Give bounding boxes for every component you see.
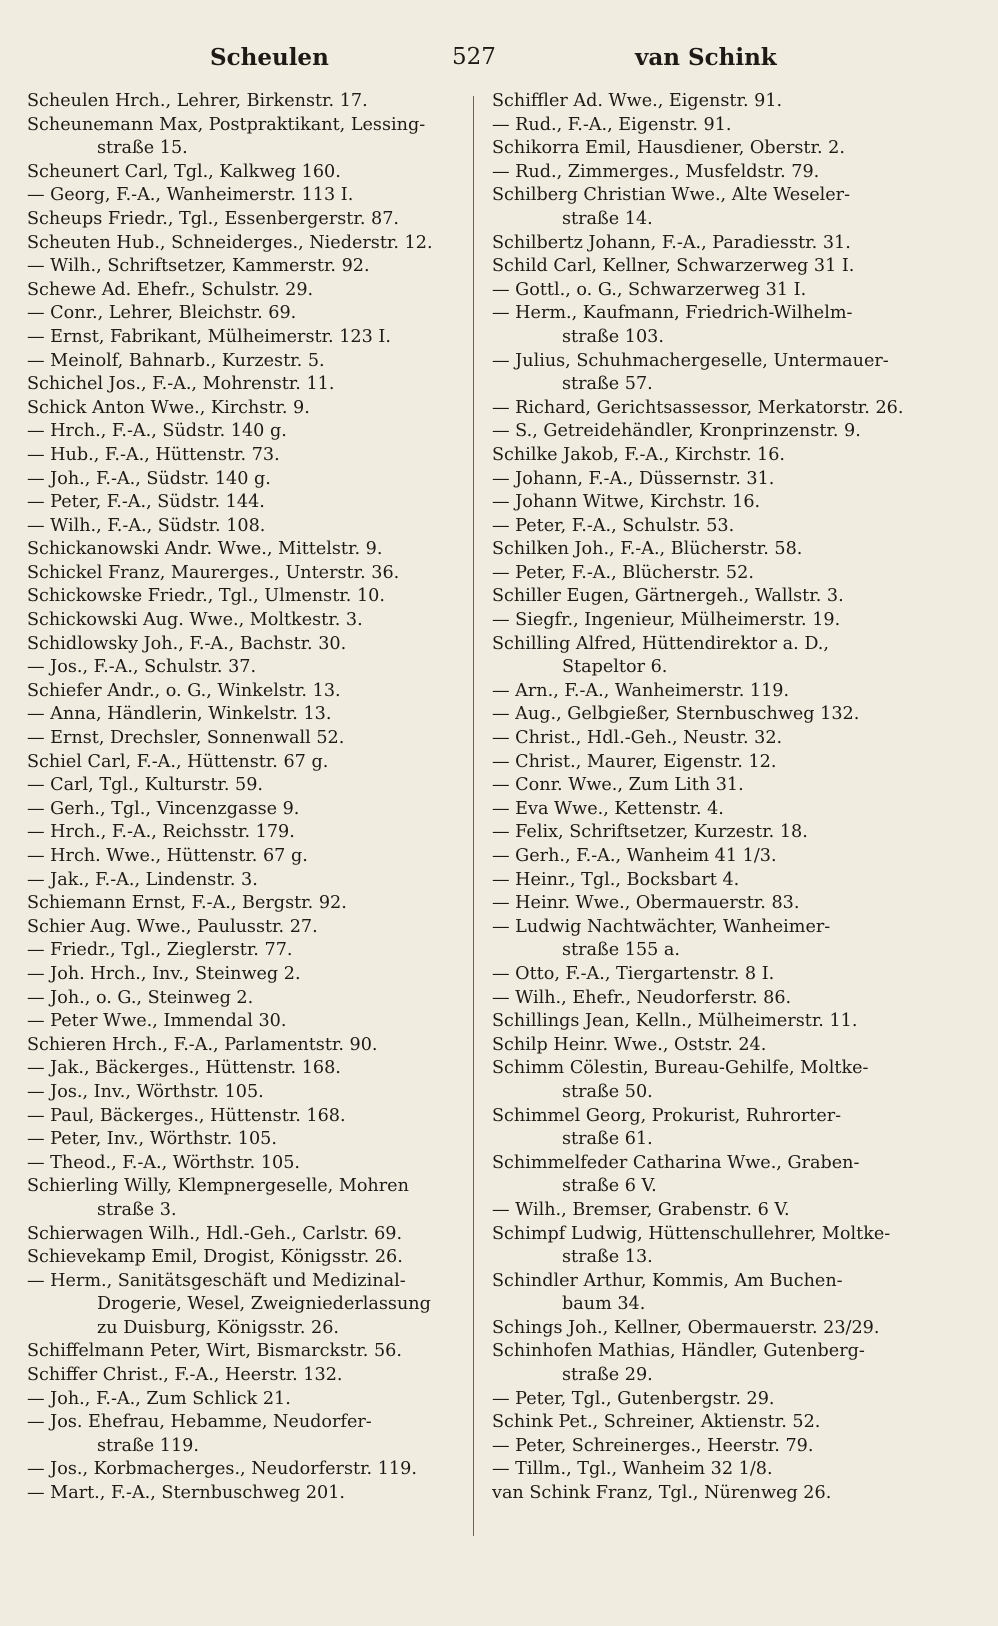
directory-entry xyxy=(27,326,459,350)
directory-entry xyxy=(492,845,918,869)
entry-line: van Schink Franz, Tgl., Nürenweg 26. xyxy=(492,1483,832,1504)
entry-line: Schilberg Christian Wwe., Alte Weseler- xyxy=(492,185,851,206)
directory-entry xyxy=(492,633,918,680)
entry-line: Schimmelfeder Catharina Wwe., Graben- xyxy=(492,1152,860,1173)
entry-line: — Anna, Händlerin, Winkelstr. 13. xyxy=(27,704,332,725)
entry-line: — Friedr., Tgl., Zieglerstr. 77. xyxy=(27,940,293,961)
entry-line: Schikorra Emil, Hausdiener, Oberstr. 2. xyxy=(492,138,845,159)
directory-entry xyxy=(27,1411,459,1458)
directory-entry xyxy=(492,609,918,633)
entry-line: Schiller Eugen, Gärtnergeh., Wallstr. 3. xyxy=(492,586,844,607)
entry-line: — Christ., Maurer, Eigenstr. 12. xyxy=(492,751,777,772)
entry-line: — Jos., Korbmacherges., Neudorferstr. 119. xyxy=(27,1459,417,1480)
directory-entry xyxy=(27,350,459,374)
entry-continuation: straße 6 V. xyxy=(562,1176,657,1197)
entry-line: — Joh., F.-A., Südstr. 140 g. xyxy=(27,468,271,489)
directory-entry xyxy=(27,161,459,185)
entry-line: Schinhofen Mathias, Händler, Gutenberg- xyxy=(492,1341,865,1362)
page-number: 527 xyxy=(452,44,496,70)
directory-entry xyxy=(27,703,459,727)
entry-continuation: straße 14. xyxy=(562,208,653,229)
entry-line: Schindler Arthur, Kommis, Am Buchen- xyxy=(492,1270,843,1291)
directory-entry xyxy=(27,515,459,539)
entry-line: — Rud., Zimmerges., Musfeldstr. 79. xyxy=(492,161,820,182)
header-right-keyword: van Schink xyxy=(635,44,777,71)
entry-line: Schilp Heinr. Wwe., Oststr. 24. xyxy=(492,1034,767,1055)
directory-entry xyxy=(27,444,459,468)
entry-line: — Wilh., Ehefr., Neudorferstr. 86. xyxy=(492,987,792,1008)
directory-entry xyxy=(492,397,918,421)
entry-line: — Peter, Schreinerges., Heerstr. 79. xyxy=(492,1435,814,1456)
right-column xyxy=(492,90,918,1506)
directory-entry xyxy=(27,845,459,869)
entry-line: — Jos., F.-A., Schulstr. 37. xyxy=(27,657,257,678)
entry-line: — Jak., F.-A., Lindenstr. 3. xyxy=(27,869,258,890)
entry-line: — Peter, F.-A., Blücherstr. 52. xyxy=(492,562,754,583)
entry-line: — Conr. Wwe., Zum Lith 31. xyxy=(492,775,744,796)
directory-entry xyxy=(492,869,918,893)
directory-entry xyxy=(27,1081,459,1105)
entry-line: Schimpf Ludwig, Hüttenschullehrer, Moltke- xyxy=(492,1223,891,1244)
entry-line: — Peter, F.-A., Südstr. 144. xyxy=(27,492,265,513)
directory-entry xyxy=(27,562,459,586)
entry-continuation: straße 61. xyxy=(562,1129,653,1150)
directory-entry xyxy=(492,585,918,609)
entry-line: — Arn., F.-A., Wanheimerstr. 119. xyxy=(492,680,790,701)
entry-line: — Paul, Bäckerges., Hüttenstr. 168. xyxy=(27,1105,346,1126)
directory-entry xyxy=(492,703,918,727)
entry-line: — Heinr. Wwe., Obermauerstr. 83. xyxy=(492,893,800,914)
entry-line: — Jos., Inv., Wörthstr. 105. xyxy=(27,1081,264,1102)
directory-entry xyxy=(492,1270,918,1317)
entry-line: Schiefer Andr., o. G., Winkelstr. 13. xyxy=(27,680,341,701)
directory-entry xyxy=(492,279,918,303)
directory-entry xyxy=(492,90,918,114)
entry-line: Schilken Joh., F.-A., Blücherstr. 58. xyxy=(492,539,803,560)
entry-line: — Peter Wwe., Immendal 30. xyxy=(27,1011,287,1032)
directory-entry xyxy=(492,1435,918,1459)
directory-entry xyxy=(27,1175,459,1222)
entry-line: — Mart., F.-A., Sternbuschweg 201. xyxy=(27,1483,346,1504)
entry-continuation: straße 13. xyxy=(562,1247,653,1268)
directory-entry xyxy=(27,1340,459,1364)
directory-entry xyxy=(27,1482,459,1506)
directory-entry xyxy=(27,1364,459,1388)
entry-line: Schilling Alfred, Hüttendirektor a. D., xyxy=(492,633,829,654)
directory-entry xyxy=(492,1010,918,1034)
directory-entry xyxy=(27,892,459,916)
entry-line: — Gerh., Tgl., Vincenzgasse 9. xyxy=(27,798,300,819)
entry-line: — Peter, Inv., Wörthstr. 105. xyxy=(27,1129,277,1150)
entry-line: — Ernst, Drechsler, Sonnenwall 52. xyxy=(27,728,345,749)
directory-entry xyxy=(27,114,459,161)
entry-line: Schickanowski Andr. Wwe., Mittelstr. 9. xyxy=(27,539,383,560)
entry-line: Scheulen Hrch., Lehrer, Birkenstr. 17. xyxy=(27,91,368,111)
directory-entry xyxy=(492,538,918,562)
directory-entry xyxy=(27,916,459,940)
directory-entry xyxy=(492,963,918,987)
entry-line: — Joh. Hrch., Inv., Steinweg 2. xyxy=(27,963,301,984)
entry-line: Schewe Ad. Ehefr., Schulstr. 29. xyxy=(27,279,314,300)
entry-line: — Christ., Hdl.-Geh., Neustr. 32. xyxy=(492,728,783,749)
directory-entry xyxy=(27,798,459,822)
entry-line: — Joh., o. G., Steinweg 2. xyxy=(27,987,254,1008)
entry-line: Schillings Jean, Kelln., Mülheimerstr. 11. xyxy=(492,1011,858,1032)
directory-entry xyxy=(492,184,918,231)
entry-line: — Georg, F.-A., Wanheimerstr. 113 I. xyxy=(27,185,354,206)
entry-line: — S., Getreidehändler, Kronprinzenstr. 9. xyxy=(492,421,861,442)
column-divider xyxy=(473,96,474,1536)
entry-line: Schidlowsky Joh., F.-A., Bachstr. 30. xyxy=(27,633,347,654)
entry-line: — Gottl., o. G., Schwarzerweg 31 I. xyxy=(492,279,807,300)
directory-entry xyxy=(27,397,459,421)
directory-entry xyxy=(492,987,918,1011)
directory-entry xyxy=(27,633,459,657)
directory-entry xyxy=(27,468,459,492)
entry-continuation: Drogerie, Wesel, Zweigniederlassung xyxy=(97,1294,431,1315)
directory-entry xyxy=(27,609,459,633)
entry-continuation: straße 57. xyxy=(562,374,653,395)
directory-entry xyxy=(492,774,918,798)
entry-continuation: straße 103. xyxy=(562,326,664,347)
entry-continuation: straße 29. xyxy=(562,1365,653,1386)
entry-line: — Jos. Ehefrau, Hebamme, Neudorfer- xyxy=(27,1412,372,1433)
entry-line: Schiffer Christ., F.-A., Heerstr. 132. xyxy=(27,1365,343,1386)
directory-entry xyxy=(27,987,459,1011)
directory-entry xyxy=(492,161,918,185)
directory-entry xyxy=(27,1270,459,1341)
directory-entry xyxy=(492,1105,918,1152)
entry-line: — Jak., Bäckerges., Hüttenstr. 168. xyxy=(27,1058,341,1079)
entry-line: Schiemann Ernst, F.-A., Bergstr. 92. xyxy=(27,893,347,914)
directory-entry xyxy=(27,491,459,515)
entry-continuation: Stapeltor 6. xyxy=(562,657,668,678)
directory-entry xyxy=(27,1105,459,1129)
header-left-keyword: Scheulen xyxy=(210,44,329,71)
directory-entry xyxy=(27,1388,459,1412)
directory-entry xyxy=(492,468,918,492)
directory-entry xyxy=(492,1199,918,1223)
entry-line: — Joh., F.-A., Zum Schlick 21. xyxy=(27,1388,291,1409)
entry-line: Schings Joh., Kellner, Obermauerstr. 23/29. xyxy=(492,1317,880,1338)
entry-line: — Peter, Tgl., Gutenbergstr. 29. xyxy=(492,1388,775,1409)
entry-line: — Richard, Gerichtsassessor, Merkatorstr. 26. xyxy=(492,397,904,418)
directory-entry xyxy=(492,1458,918,1482)
entry-continuation: straße 50. xyxy=(562,1081,653,1102)
directory-entry xyxy=(492,821,918,845)
directory-entry xyxy=(27,184,459,208)
entry-line: — Peter, F.-A., Schulstr. 53. xyxy=(492,515,735,536)
entry-line: Schick Anton Wwe., Kirchstr. 9. xyxy=(27,397,310,418)
entry-line: — Herm., Kaufmann, Friedrich-Wilhelm- xyxy=(492,303,853,324)
entry-line: — Heinr., Tgl., Bocksbart 4. xyxy=(492,869,740,890)
directory-entry xyxy=(27,774,459,798)
entry-line: — Hrch., F.-A., Reichsstr. 179. xyxy=(27,822,295,843)
directory-entry xyxy=(492,1317,918,1341)
entry-line: — Tillm., Tgl., Wanheim 32 1/8. xyxy=(492,1459,773,1480)
entry-line: Schild Carl, Kellner, Schwarzerweg 31 I. xyxy=(492,256,855,277)
directory-entry xyxy=(27,727,459,751)
entry-line: — Aug., Gelbgießer, Sternbuschweg 132. xyxy=(492,704,860,725)
directory-entry xyxy=(492,892,918,916)
directory-entry xyxy=(492,350,918,397)
directory-entry xyxy=(492,727,918,751)
directory-entry xyxy=(492,680,918,704)
entry-line: Schier Aug. Wwe., Paulusstr. 27. xyxy=(27,916,318,937)
directory-entry xyxy=(27,821,459,845)
entry-line: — Wilh., Bremser, Grabenstr. 6 V. xyxy=(492,1199,790,1220)
directory-entry xyxy=(27,279,459,303)
entry-line: Schievekamp Emil, Drogist, Königsstr. 26. xyxy=(27,1247,403,1268)
directory-entry xyxy=(492,420,918,444)
directory-entry xyxy=(492,1388,918,1412)
entry-line: — Wilh., F.-A., Südstr. 108. xyxy=(27,515,266,536)
directory-entry xyxy=(27,90,459,114)
entry-line: — Wilh., Schriftsetzer, Kammerstr. 92. xyxy=(27,256,370,277)
entry-line: — Johann, F.-A., Düssernstr. 31. xyxy=(492,468,775,489)
directory-entry xyxy=(27,1458,459,1482)
directory-entry xyxy=(492,491,918,515)
entry-line: — Conr., Lehrer, Bleichstr. 69. xyxy=(27,303,297,324)
entry-line: — Theod., F.-A., Wörthstr. 105. xyxy=(27,1152,301,1173)
directory-entry xyxy=(492,255,918,279)
directory-entry xyxy=(492,1057,918,1104)
entry-line: — Hub., F.-A., Hüttenstr. 73. xyxy=(27,444,280,465)
entry-line: Schierwagen Wilh., Hdl.-Geh., Carlstr. 69. xyxy=(27,1223,403,1244)
directory-entry xyxy=(492,1411,918,1435)
directory-entry xyxy=(27,538,459,562)
entry-line: Schierling Willy, Klempnergeselle, Mohren xyxy=(27,1176,409,1197)
entry-line: Schickowske Friedr., Tgl., Ulmenstr. 10. xyxy=(27,586,385,607)
directory-entry xyxy=(492,1223,918,1270)
directory-entry xyxy=(492,562,918,586)
directory-entry xyxy=(27,1152,459,1176)
entry-continuation: straße 3. xyxy=(97,1199,177,1220)
entry-continuation: baum 34. xyxy=(562,1294,646,1315)
entry-line: Schieren Hrch., F.-A., Parlamentstr. 90. xyxy=(27,1034,378,1055)
directory-entry xyxy=(27,255,459,279)
entry-line: — Rud., F.-A., Eigenstr. 91. xyxy=(492,114,732,135)
directory-entry xyxy=(492,232,918,256)
directory-entry xyxy=(27,869,459,893)
directory-entry xyxy=(492,798,918,822)
directory-entry xyxy=(492,515,918,539)
entry-line: Schickel Franz, Maurerges., Unterstr. 36. xyxy=(27,562,400,583)
entry-line: — Felix, Schriftsetzer, Kurzestr. 18. xyxy=(492,822,808,843)
directory-entry xyxy=(27,939,459,963)
entry-line: — Julius, Schuhmachergeselle, Untermauer- xyxy=(492,350,889,371)
entry-line: — Hrch. Wwe., Hüttenstr. 67 g. xyxy=(27,846,308,866)
directory-entry xyxy=(492,444,918,468)
entry-line: — Herm., Sanitätsgeschäft und Medizinal- xyxy=(27,1270,406,1291)
directory-entry xyxy=(27,1223,459,1247)
directory-entry xyxy=(27,1010,459,1034)
entry-line: — Otto, F.-A., Tiergartenstr. 8 I. xyxy=(492,963,775,984)
directory-entry xyxy=(27,585,459,609)
entry-line: Scheunemann Max, Postpraktikant, Lessing- xyxy=(27,114,426,135)
entry-line: — Meinolf, Bahnarb., Kurzestr. 5. xyxy=(27,350,325,371)
entry-line: — Ernst, Fabrikant, Mülheimerstr. 123 I. xyxy=(27,326,391,347)
directory-entry xyxy=(27,751,459,775)
directory-entry xyxy=(27,208,459,232)
directory-entry xyxy=(492,1482,918,1506)
directory-entry xyxy=(27,1246,459,1270)
entry-line: — Eva Wwe., Kettenstr. 4. xyxy=(492,798,724,819)
entry-line: Schilke Jakob, F.-A., Kirchstr. 16. xyxy=(492,444,785,465)
entry-line: Schiffler Ad. Wwe., Eigenstr. 91. xyxy=(492,91,783,111)
entry-line: — Johann Witwe, Kirchstr. 16. xyxy=(492,492,761,513)
entry-line: — Ludwig Nachtwächter, Wanheimer- xyxy=(492,916,831,937)
directory-entry xyxy=(27,302,459,326)
directory-entry xyxy=(492,751,918,775)
directory-entry xyxy=(27,232,459,256)
entry-line: Schiel Carl, F.-A., Hüttenstr. 67 g. xyxy=(27,751,329,772)
directory-entry xyxy=(27,656,459,680)
entry-line: Scheunert Carl, Tgl., Kalkweg 160. xyxy=(27,161,341,182)
left-column xyxy=(27,90,459,1506)
entry-line: Schink Pet., Schreiner, Aktienstr. 52. xyxy=(492,1412,821,1433)
directory-entry xyxy=(27,680,459,704)
page-header xyxy=(0,38,998,78)
entry-line: Schimmel Georg, Prokurist, Ruhrorter- xyxy=(492,1105,842,1126)
entry-continuation: straße 119. xyxy=(97,1435,199,1456)
entry-continuation: straße 15. xyxy=(97,138,188,159)
entry-line: Scheups Friedr., Tgl., Essenbergerstr. 87. xyxy=(27,208,399,229)
directory-entry xyxy=(27,420,459,444)
entry-line: Scheuten Hub., Schneiderges., Niederstr. 12. xyxy=(27,232,433,253)
entry-continuation: zu Duisburg, Königsstr. 26. xyxy=(97,1317,339,1338)
directory-entry xyxy=(492,916,918,963)
directory-entry xyxy=(492,137,918,161)
directory-entry xyxy=(492,1034,918,1058)
directory-entry xyxy=(492,114,918,138)
entry-continuation: straße 155 a. xyxy=(562,940,681,961)
directory-entry xyxy=(492,302,918,349)
entry-line: — Gerh., F.-A., Wanheim 41 1/3. xyxy=(492,846,777,866)
entry-line: — Carl, Tgl., Kulturstr. 59. xyxy=(27,775,264,796)
directory-entry xyxy=(27,1057,459,1081)
entry-line: — Siegfr., Ingenieur, Mülheimerstr. 19. xyxy=(492,610,841,631)
entry-line: Schimm Cölestin, Bureau-Gehilfe, Moltke- xyxy=(492,1058,869,1079)
entry-line: Schilbertz Johann, F.-A., Paradiesstr. 31. xyxy=(492,232,851,253)
directory-entry xyxy=(492,1340,918,1387)
directory-entry xyxy=(27,963,459,987)
entry-line: Schickowski Aug. Wwe., Moltkestr. 3. xyxy=(27,610,363,631)
entry-line: Schiffelmann Peter, Wirt, Bismarckstr. 56. xyxy=(27,1341,402,1362)
entry-line: Schichel Jos., F.-A., Mohrenstr. 11. xyxy=(27,374,335,395)
directory-entry xyxy=(492,1152,918,1199)
directory-entry xyxy=(27,1128,459,1152)
directory-entry xyxy=(27,1034,459,1058)
directory-entry xyxy=(27,373,459,397)
entry-line: — Hrch., F.-A., Südstr. 140 g. xyxy=(27,421,287,442)
